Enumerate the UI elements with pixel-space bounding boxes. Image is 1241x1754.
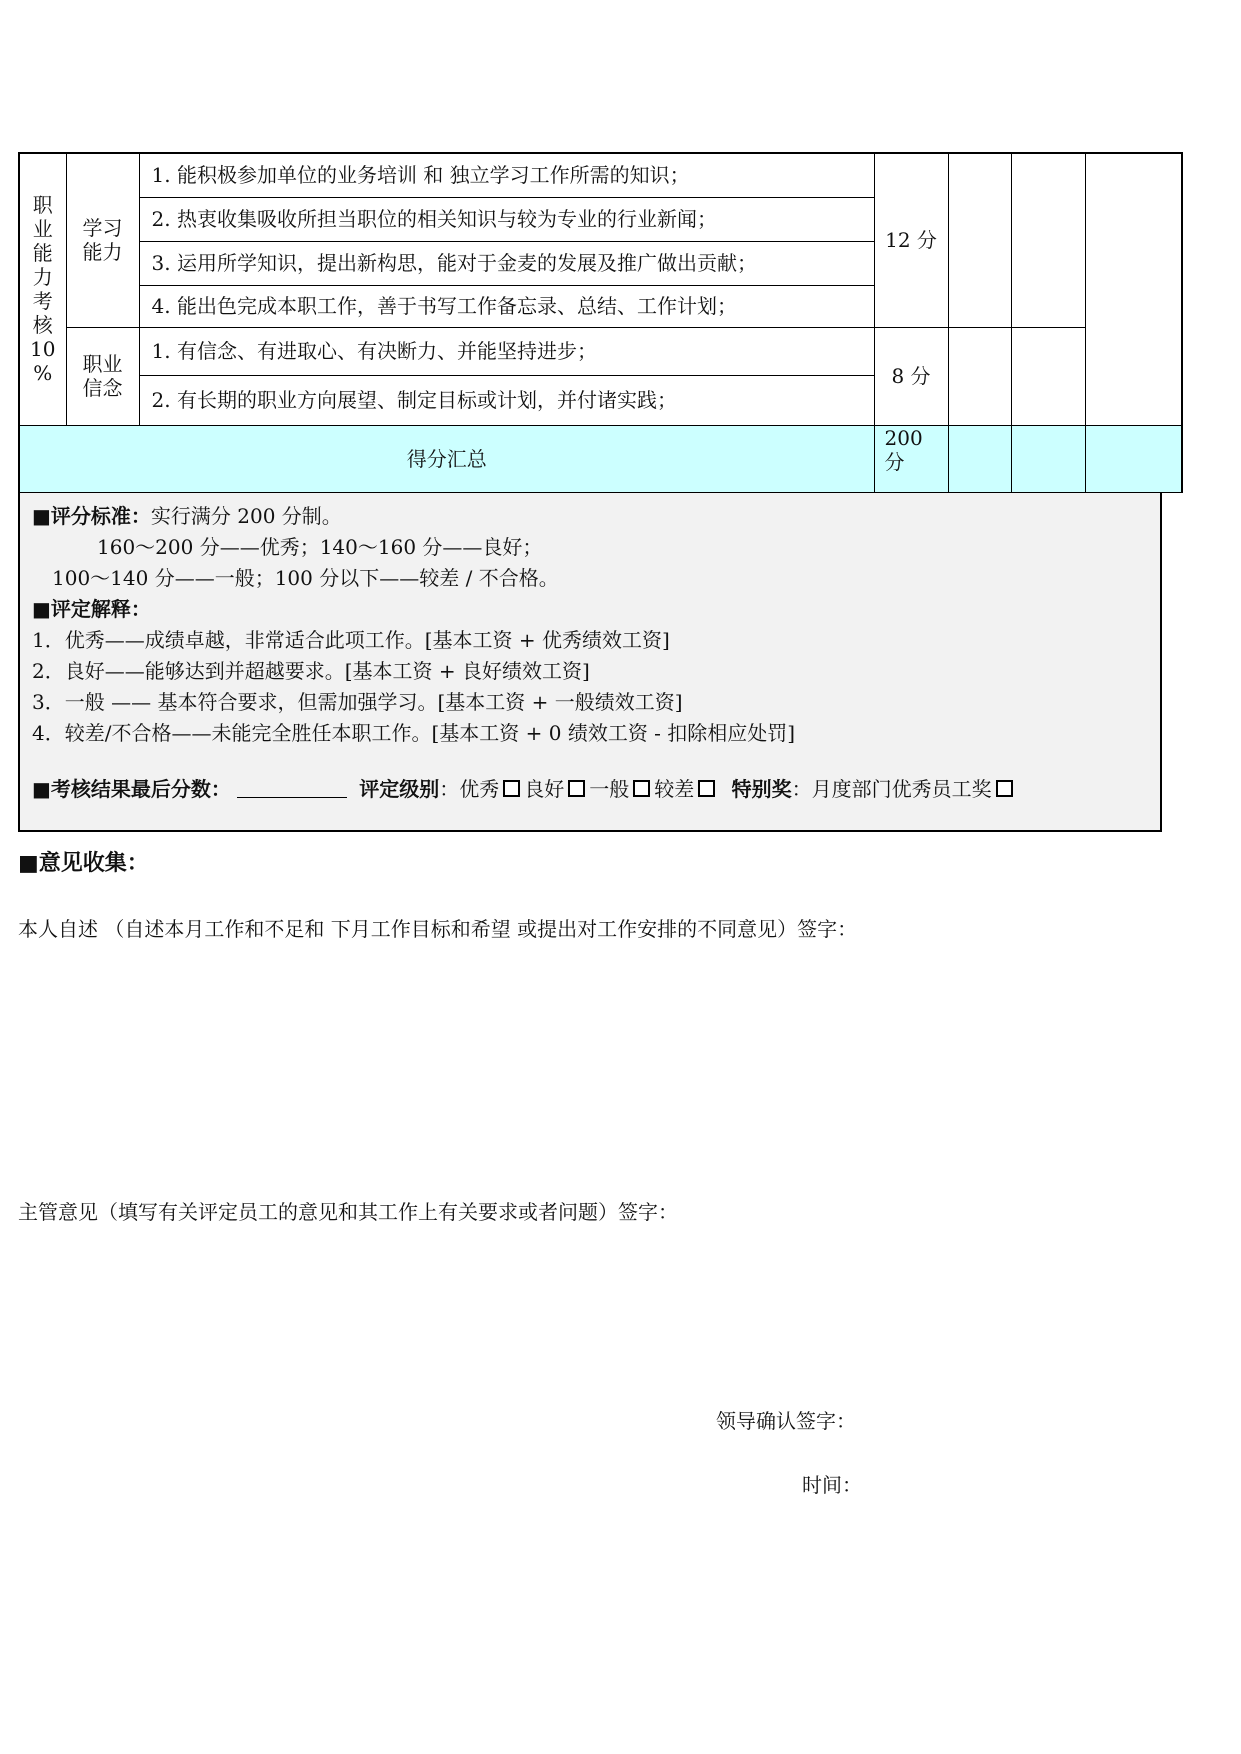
opinions-title: ■意见收集： — [18, 850, 149, 876]
score-cell-self[interactable] — [948, 153, 1011, 327]
score-cell-final[interactable] — [1085, 153, 1182, 425]
score-cell-manager[interactable] — [1011, 153, 1085, 327]
grade-checkbox-excellent[interactable] — [503, 780, 520, 797]
summary-cell-manager[interactable] — [1011, 425, 1085, 492]
grade-checkbox-poor[interactable] — [698, 780, 715, 797]
explain-item: 1．优秀——成绩卓越，非常适合此项工作。[基本工资 + 优秀绩效工资] — [32, 628, 670, 652]
criteria-item: 2. 热衷收集吸收所担当职位的相关知识与较为专业的行业新闻； — [139, 197, 874, 241]
grade-checkbox-good[interactable] — [568, 780, 585, 797]
summary-label: 得分汇总 — [19, 425, 874, 492]
summary-score: 200 分 — [874, 425, 948, 492]
criteria-item: 3. 运用所学知识，提出新构思，能对于金麦的发展及推广做出贡献； — [139, 241, 874, 285]
evaluation-notes — [18, 493, 1162, 832]
time-label: 时间： — [802, 1473, 862, 1497]
group-score-learning: 12 分 — [874, 153, 948, 327]
explain-title: ■评定解释： — [32, 597, 151, 621]
standard-line: ■评分标准：实行满分 200 分制。 — [32, 504, 342, 528]
manager-opinion-label: 主管意见（填写有关评定员工的意见和其工作上有关要求或者问题）签字： — [18, 1200, 678, 1224]
criteria-item: 1. 有信念、有进取心、有决断力、并能坚持进步； — [139, 327, 874, 375]
explain-item: 3．一般 —— 基本符合要求，但需加强学习。[基本工资 + 一般绩效工资] — [32, 690, 683, 714]
group-score-belief: 8 分 — [874, 327, 948, 425]
explain-item: 2．良好——能够达到并超越要求。[基本工资 + 良好绩效工资] — [32, 659, 590, 683]
grade-checkbox-average[interactable] — [633, 780, 650, 797]
self-statement-label: 本人自述 （自述本月工作和不足和 下月工作目标和希望 或提出对工作安排的不同意见）签字： — [18, 917, 858, 941]
evaluation-table — [18, 152, 1183, 493]
summary-cell-self[interactable] — [948, 425, 1011, 492]
score-cell-self[interactable] — [948, 327, 1011, 425]
criteria-item: 2. 有长期的职业方向展望、制定目标或计划，并付诸实践； — [139, 375, 874, 425]
standard-line-3: 100～140 分——一般；100 分以下——较差 / 不合格。 — [52, 566, 559, 590]
final-score-blank[interactable] — [237, 779, 347, 798]
leader-sign-label: 领导确认签字： — [716, 1409, 856, 1433]
award-checkbox[interactable] — [996, 780, 1013, 797]
summary-cell-final[interactable] — [1085, 425, 1182, 492]
group-name-learning: 学习 能力 — [66, 153, 139, 327]
category-cell: 职 业 能 力 考 核 10 % — [19, 153, 66, 425]
group-name-belief: 职业 信念 — [66, 327, 139, 425]
score-cell-manager[interactable] — [1011, 327, 1085, 425]
standard-line-2: 160～200 分——优秀；140～160 分——良好； — [97, 535, 543, 559]
explain-item: 4．较差/不合格——未能完全胜任本职工作。[基本工资 + 0 绩效工资 - 扣除相应处罚] — [32, 721, 796, 745]
criteria-item: 1. 能积极参加单位的业务培训 和 独立学习工作所需的知识； — [139, 153, 874, 197]
result-line: ■考核结果最后分数： 评定级别：优秀 良好 一般 较差 特别奖：月度部门优秀员工奖 — [32, 777, 1017, 801]
criteria-item: 4. 能出色完成本职工作，善于书写工作备忘录、总结、工作计划； — [139, 285, 874, 327]
